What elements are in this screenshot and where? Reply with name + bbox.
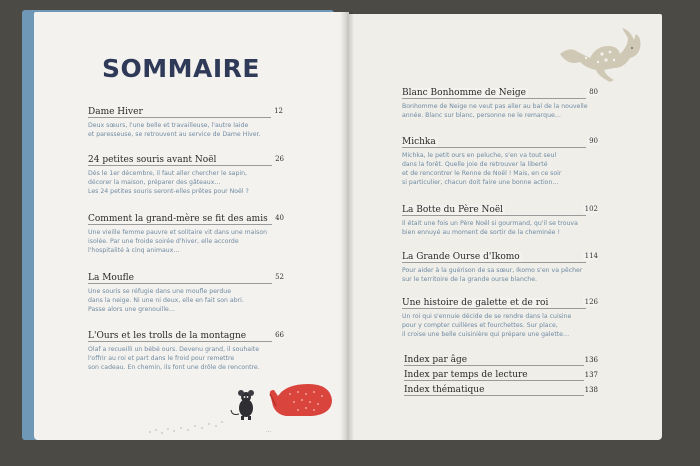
entry-desc-line: pour y compter cuillères et fourchettes. Sur place, <box>402 322 558 329</box>
red-mitten-illustration <box>266 380 338 420</box>
index-page: 137 <box>584 371 598 379</box>
book-gutter <box>340 12 354 440</box>
entry-page: 12 <box>274 107 283 115</box>
entry-desc-line: Michka, le petit ours en peluche, s'en va tout seul <box>402 152 557 159</box>
entry-desc-line: et paresseuse, se retrouvent au service de Dame Hiver. <box>88 131 261 138</box>
index-temps-lecture <box>404 370 598 383</box>
toc-entry-grand-mere <box>88 214 288 255</box>
entry-desc-line: si particulier, chacun doit faire une bonne action… <box>402 179 559 186</box>
entry-page: 102 <box>584 205 598 213</box>
entry-desc-line: année. Blanc sur blanc, personne ne le remarque… <box>402 112 561 119</box>
toc-entry-michka <box>402 137 602 187</box>
toc-entry-ours-trolls <box>88 331 288 372</box>
footprints-decoration <box>146 414 226 436</box>
entry-desc-line: Passe alors une grenouille… <box>88 306 176 313</box>
toc-entry-blanc-bonhomme <box>402 88 602 120</box>
entry-title: Michka <box>402 137 436 147</box>
entry-page: 80 <box>589 88 598 96</box>
entry-desc-line: l'hospitalité à cinq animaux… <box>88 247 180 254</box>
index-thematique <box>404 385 598 398</box>
entry-desc-line: Une vieille femme pauvre et solitaire vit dans une maison <box>88 229 268 236</box>
toc-entry-grande-ourse <box>402 252 602 284</box>
index-page: 136 <box>584 356 598 364</box>
entry-title: La Botte du Père Noël <box>402 205 504 215</box>
contents-title: SOMMAIRE <box>102 54 260 83</box>
entry-desc-line: Deux sœurs, l'une belle et travailleuse, l'autre laide <box>88 122 249 129</box>
entry-desc-line: bien ennuyé au moment de sortir de la cheminée ! <box>402 229 560 236</box>
entry-title: Une histoire de galette et de roi <box>402 298 549 308</box>
entry-page: 40 <box>275 214 284 222</box>
mouse-illustration <box>228 386 268 422</box>
entry-desc-line: sur le territoire de la grande ourse blanche. <box>402 276 537 283</box>
entry-desc-line: il croise une belle cuisinière qui prépare une galette… <box>402 331 570 338</box>
entry-desc-line: Un roi qui s'ennuie décide de se rendre dans la cuisine <box>402 313 572 320</box>
entry-desc-line: dans la neige. Ni une ni deux, elle en fait son abri. <box>88 297 244 304</box>
entry-desc-line: isolée. Par une froide soirée d'hiver, elle accorde <box>88 238 239 245</box>
index-par-age <box>404 355 598 368</box>
entry-page: 126 <box>584 298 598 306</box>
entry-title: Blanc Bonhomme de Neige <box>402 88 526 98</box>
entry-title: Comment la grand-mère se fit des amis <box>88 214 268 224</box>
entry-page: 114 <box>584 252 598 260</box>
toc-entry-24-petites-souris <box>88 155 288 196</box>
entry-desc-line: Pour aider à la guérison de sa sœur, Ikomo s'en va pêcher <box>402 267 583 274</box>
entry-page: 90 <box>589 137 598 145</box>
toc-entry-botte-pere-noel <box>402 205 602 237</box>
entry-desc-line: dans la forêt. Quelle joie de retrouver la liberté <box>402 161 548 168</box>
entry-title: L'Ours et les trolls de la montagne <box>88 331 247 341</box>
index-label: Index par temps de lecture <box>404 370 528 380</box>
entry-title: 24 petites souris avant Noël <box>88 155 217 165</box>
entry-page: 52 <box>275 273 284 281</box>
entry-desc-line: et de rencontrer le Renne de Noël ! Mais, en ce soir <box>402 170 562 177</box>
entry-desc-line: Il était une fois un Père Noël si gourmand, qu'il se trouva <box>402 220 578 227</box>
toc-entry-galette-et-roi <box>402 298 602 339</box>
toc-entry-la-moufle <box>88 273 288 314</box>
entry-desc-line: l'offrir au roi et part dans le froid pour remettre <box>88 355 235 362</box>
entry-desc-line: Olaf a recueilli un bébé ours. Devenu grand, il souhaite <box>88 346 260 353</box>
entry-title: La Grande Ourse d'Ikomo <box>402 252 520 262</box>
index-label: Index thématique <box>404 385 485 395</box>
entry-desc-line: décorer la maison, préparer des gâteaux… <box>88 179 221 186</box>
entry-desc-line: Dès le 1er décembre, il faut aller chercher le sapin, <box>88 170 248 177</box>
hare-illustration <box>556 24 646 84</box>
entry-desc-line: Une souris se réfugie dans une moufle perdue <box>88 288 232 295</box>
entry-page: 66 <box>275 331 284 339</box>
entry-page: 26 <box>275 155 284 163</box>
entry-desc-line: Les 24 petites souris seront-elles prêtes pour Noël ? <box>88 188 249 195</box>
entry-title: La Moufle <box>88 273 134 283</box>
index-label: Index par âge <box>404 355 468 365</box>
toc-entry-dame-hiver <box>88 107 288 139</box>
left-folio-mark: … <box>266 428 271 434</box>
entry-title: Dame Hiver <box>88 107 143 117</box>
entry-desc-line: son cadeau. En chemin, ils font une drôle de rencontre. <box>88 364 260 371</box>
entry-desc-line: Bonhomme de Neige ne veut pas aller au bal de la nouvelle <box>402 103 588 110</box>
index-page: 138 <box>584 386 598 394</box>
